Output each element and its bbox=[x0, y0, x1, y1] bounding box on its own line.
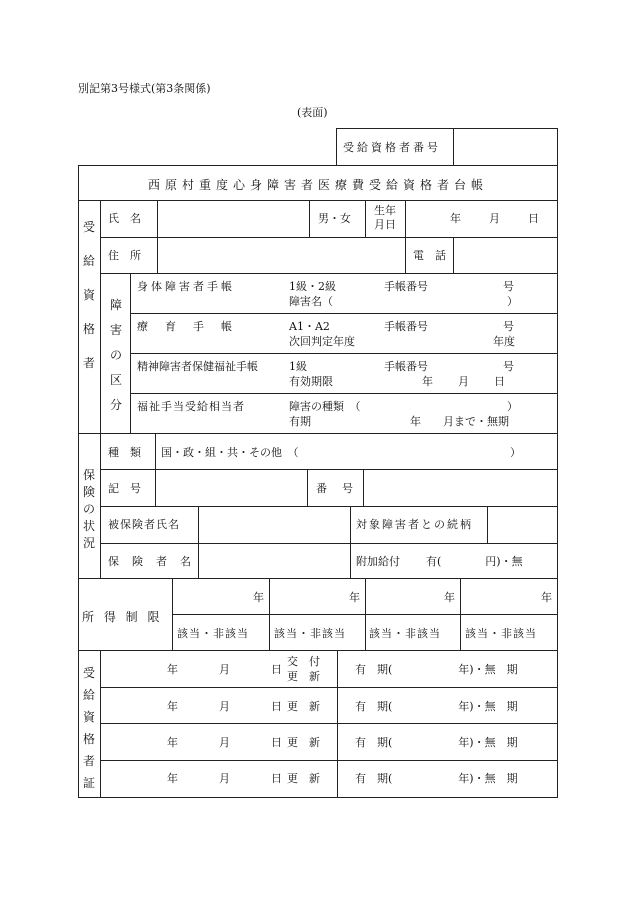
birth-label-line2: 月日 bbox=[374, 218, 396, 231]
welfare-term-label: 有期 bbox=[289, 415, 311, 428]
physical-book-number-label: 手帳番号 bbox=[384, 280, 428, 293]
physical-paren-close: ） bbox=[507, 295, 518, 308]
recipient-number-label: 受給資格者番号 bbox=[343, 141, 441, 154]
mental-number-suffix: 号 bbox=[503, 360, 514, 373]
disability-kind-physical: 身体障害者手帳 bbox=[137, 280, 235, 293]
insurance-type-close: ） bbox=[510, 446, 521, 459]
cert-issue-label: 交 付 bbox=[287, 655, 320, 668]
income-year-3[interactable]: 年 bbox=[444, 591, 455, 604]
income-year-1[interactable]: 年 bbox=[253, 591, 264, 604]
recipient-number-field[interactable] bbox=[460, 134, 550, 158]
symbol-field[interactable] bbox=[160, 474, 302, 501]
rehab-book-number-label: 手帳番号 bbox=[384, 320, 428, 333]
cert-date-1[interactable]: 年 月 日 bbox=[167, 663, 284, 676]
insurance-number-label: 番 号 bbox=[316, 482, 355, 495]
insurance-type-choice[interactable]: 国・政・組・共・その他 （ bbox=[161, 446, 299, 459]
relation-field[interactable] bbox=[491, 511, 552, 537]
cert-renew-label-3: 更 新 bbox=[287, 736, 320, 749]
disability-category-label: 障 害 の 区 分 bbox=[109, 298, 122, 412]
mental-valid-date[interactable]: 年 月 日 bbox=[422, 375, 506, 388]
insurance-section-label: 保 険 の 状 況 bbox=[82, 468, 95, 550]
insured-name-label: 被保険者氏名 bbox=[108, 518, 180, 531]
phone-field[interactable] bbox=[458, 242, 552, 268]
insurer-name-field[interactable] bbox=[202, 548, 346, 574]
birth-date-field[interactable]: 年 月 日 bbox=[450, 212, 541, 225]
cert-date-3[interactable]: 年 月 日 bbox=[167, 736, 284, 749]
rehab-grade[interactable]: A1・A2 bbox=[289, 320, 330, 333]
birth-label-line1: 生年 bbox=[374, 204, 396, 217]
sex-choice[interactable]: 男・女 bbox=[318, 212, 351, 225]
income-choice-2[interactable]: 該当・非該当 bbox=[274, 627, 346, 640]
welfare-paren-close: ） bbox=[507, 400, 518, 413]
cert-date-2[interactable]: 年 月 日 bbox=[167, 700, 284, 713]
welfare-disability-type: 障害の種類 （ bbox=[289, 400, 361, 413]
insured-name-field[interactable] bbox=[202, 511, 346, 537]
income-choice-4[interactable]: 該当・非該当 bbox=[465, 627, 537, 640]
recipient-section-label: 受 給 資 格 者 bbox=[82, 220, 95, 370]
physical-grade[interactable]: 1級・2級 bbox=[289, 280, 336, 293]
extra-benefit-choice[interactable]: 有( 円)・無 bbox=[426, 555, 523, 568]
relation-label: 対象障害者との続柄 bbox=[356, 518, 473, 531]
form-reference: 別記第3号様式(第3条関係) bbox=[78, 82, 211, 95]
cert-date-4[interactable]: 年 月 日 bbox=[167, 772, 284, 785]
welfare-term-value[interactable]: 年 月まで・無期 bbox=[410, 415, 509, 428]
income-choice-1[interactable]: 該当・非該当 bbox=[177, 627, 249, 640]
disability-kind-rehab: 療 育 手 帳 bbox=[137, 320, 235, 333]
rehab-number-suffix: 号 bbox=[503, 320, 514, 333]
disability-kind-mental: 精神障害者保健福祉手帳 bbox=[137, 360, 258, 373]
cert-renew-label-2: 更 新 bbox=[287, 700, 320, 713]
form-title: 西原村重度心身障害者医療費受給資格者台帳 bbox=[147, 178, 488, 192]
income-year-2[interactable]: 年 bbox=[349, 591, 360, 604]
symbol-label: 記 号 bbox=[108, 482, 141, 495]
cert-term-2[interactable]: 有 期( 年)・無 期 bbox=[355, 700, 518, 713]
rehab-year-suffix: 年度 bbox=[493, 335, 515, 348]
certificate-section-label: 受 給 資 格 者 証 bbox=[82, 666, 95, 790]
income-year-4[interactable]: 年 bbox=[541, 591, 552, 604]
extra-benefit-label: 附加給付 bbox=[356, 555, 400, 568]
mental-valid-until: 有効期限 bbox=[289, 375, 333, 388]
cert-term-4[interactable]: 有 期( 年)・無 期 bbox=[355, 772, 518, 785]
insurance-type-label: 種 類 bbox=[108, 446, 141, 459]
cert-term-3[interactable]: 有 期( 年)・無 期 bbox=[355, 736, 518, 749]
disability-kind-welfare: 福祉手当受給相当者 bbox=[137, 400, 245, 413]
mental-book-number-label: 手帳番号 bbox=[384, 360, 428, 373]
cert-renew-label-4: 更 新 bbox=[287, 772, 320, 785]
mental-grade[interactable]: 1級 bbox=[289, 360, 307, 373]
physical-number-suffix: 号 bbox=[503, 280, 514, 293]
physical-disability-name: 障害名（ bbox=[289, 295, 333, 308]
insurance-number-field[interactable] bbox=[368, 474, 552, 501]
phone-label: 電 話 bbox=[413, 249, 446, 262]
name-field[interactable] bbox=[160, 205, 305, 233]
name-label: 氏 名 bbox=[108, 212, 141, 225]
income-limit-label: 所 得 制 限 bbox=[82, 610, 163, 624]
insurer-name-label: 保 険 者 名 bbox=[108, 555, 192, 568]
income-choice-3[interactable]: 該当・非該当 bbox=[369, 627, 441, 640]
address-field[interactable] bbox=[160, 242, 400, 268]
cert-renew-label-1: 更 新 bbox=[287, 670, 320, 683]
rehab-next-judgement: 次回判定年度 bbox=[289, 335, 355, 348]
address-label: 住 所 bbox=[108, 249, 141, 262]
cert-term-1[interactable]: 有 期( 年)・無 期 bbox=[355, 663, 518, 676]
form-side-label: (表面) bbox=[297, 106, 328, 119]
